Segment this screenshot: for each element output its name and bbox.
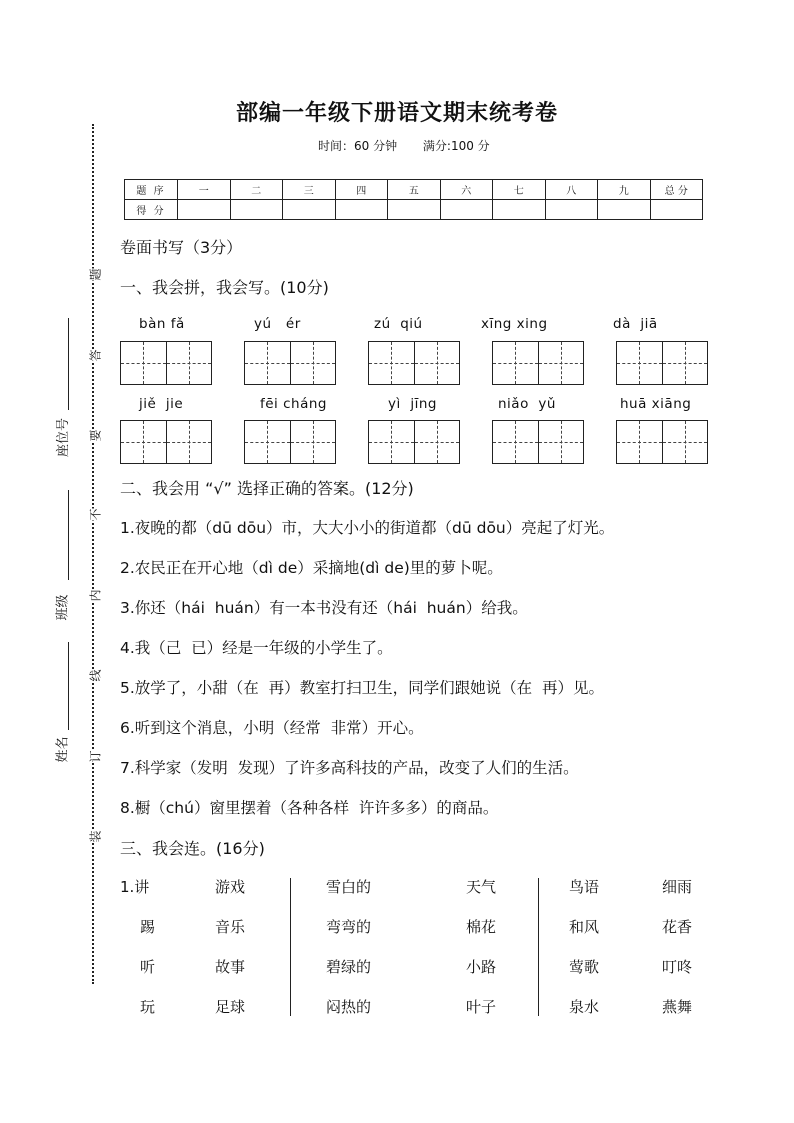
section3-title: 三、我会连。(16分) <box>120 839 265 858</box>
match-word: 1.讲 <box>120 878 150 896</box>
binding-char: 题 <box>88 268 103 281</box>
pinyin-label: zú qiú <box>374 316 423 332</box>
score-table-score-row <box>125 200 703 220</box>
time-limit: 时间：60 分钟 <box>318 139 398 153</box>
score-cell: 八 <box>545 180 598 200</box>
binding-char: 要 <box>88 429 103 442</box>
writing-box[interactable] <box>616 341 708 385</box>
match-word: 棉花 <box>466 918 497 936</box>
match-word: 弯弯的 <box>326 918 372 936</box>
column-divider <box>290 878 291 1016</box>
score-row-label: 得 分 <box>125 200 178 220</box>
pinyin-label: dà jiā <box>613 316 658 332</box>
writing-box[interactable] <box>244 341 336 385</box>
score-table-header-row <box>125 180 703 200</box>
score-cell: 一 <box>178 180 231 200</box>
match-word: 闷热的 <box>326 998 372 1016</box>
score-input-cell[interactable] <box>335 200 388 220</box>
score-input-cell[interactable] <box>440 200 493 220</box>
score-input-cell[interactable] <box>493 200 546 220</box>
score-input-cell[interactable] <box>650 200 703 220</box>
match-word: 游戏 <box>215 878 246 896</box>
writing-box[interactable] <box>244 420 336 464</box>
score-input-cell[interactable] <box>230 200 283 220</box>
question-item: 5.放学了，小甜（在 再）教室打扫卫生，同学们跟她说（在 再）见。 <box>120 679 604 697</box>
score-input-cell[interactable] <box>178 200 231 220</box>
score-input-cell[interactable] <box>283 200 336 220</box>
score-cell: 总 分 <box>650 180 703 200</box>
pinyin-label: jiě jie <box>139 396 184 412</box>
pinyin-label: yú ér <box>254 316 301 332</box>
question-item: 4.我（己 已）经是一年级的小学生了。 <box>120 639 393 657</box>
match-word: 鸟语 <box>569 878 600 896</box>
score-cell: 六 <box>440 180 493 200</box>
match-word: 泉水 <box>569 998 600 1016</box>
exam-title: 部编一年级下册语文期末统考卷 <box>235 100 558 126</box>
writing-box[interactable] <box>492 420 584 464</box>
score-cell: 四 <box>335 180 388 200</box>
binding-dotted-line <box>92 124 94 984</box>
score-cell: 二 <box>230 180 283 200</box>
match-word: 莺歌 <box>569 958 600 976</box>
match-word: 花香 <box>662 918 693 936</box>
pinyin-label: huā xiāng <box>620 396 692 412</box>
match-word: 踢 <box>140 918 156 936</box>
match-word: 听 <box>140 958 156 976</box>
question-item: 3.你还（hái huán）有一本书没有还（hái huán）给我。 <box>120 599 528 617</box>
handwriting-heading: 卷面书写（3分） <box>120 238 243 257</box>
score-cell: 七 <box>493 180 546 200</box>
match-word: 天气 <box>466 878 497 896</box>
name-fill-line[interactable] <box>68 642 69 730</box>
binding-char: 装 <box>88 830 103 843</box>
writing-box[interactable] <box>616 420 708 464</box>
match-word: 雪白的 <box>326 878 372 896</box>
full-score: 满分:100 分 <box>422 139 490 153</box>
pinyin-label: xīng xing <box>481 316 548 332</box>
match-word: 故事 <box>215 958 246 976</box>
score-table <box>124 179 703 220</box>
seat-fill-line[interactable] <box>68 318 69 410</box>
exam-meta <box>318 137 490 154</box>
pinyin-label: bàn fǎ <box>139 316 185 332</box>
match-word: 足球 <box>215 998 246 1016</box>
score-input-cell[interactable] <box>545 200 598 220</box>
question-item: 1.夜晚的都（dū dōu）市，大大小小的街道都（dū dōu）亮起了灯光。 <box>120 519 615 537</box>
match-word: 叶子 <box>466 998 497 1016</box>
binding-char: 线 <box>88 669 103 682</box>
pinyin-label: niǎo yǔ <box>498 396 556 412</box>
class-label: 班级 <box>55 594 71 621</box>
match-word: 碧绿的 <box>326 958 372 976</box>
column-divider <box>538 878 539 1016</box>
match-word: 玩 <box>140 998 156 1016</box>
binding-char: 不 <box>88 508 103 521</box>
score-cell: 五 <box>388 180 441 200</box>
question-item: 8.橱（chú）窗里摆着（各种各样 许许多多）的商品。 <box>120 799 499 817</box>
question-item: 6.听到这个消息，小明（经常 非常）开心。 <box>120 719 424 737</box>
name-label: 姓名 <box>55 736 71 763</box>
writing-box[interactable] <box>120 341 212 385</box>
seat-label: 座位号 <box>56 417 72 458</box>
binding-char: 内 <box>88 589 103 602</box>
match-word: 和风 <box>569 918 600 936</box>
match-word: 小路 <box>466 958 497 976</box>
class-fill-line[interactable] <box>68 490 69 580</box>
score-cell: 九 <box>598 180 651 200</box>
writing-box[interactable] <box>368 341 460 385</box>
section2-title: 二、我会用 “√” 选择正确的答案。(12分) <box>120 479 414 498</box>
match-word: 细雨 <box>662 878 693 896</box>
score-input-cell[interactable] <box>388 200 441 220</box>
pinyin-label: yì jīng <box>388 396 437 412</box>
score-input-cell[interactable] <box>598 200 651 220</box>
pinyin-label: fēi cháng <box>260 396 327 412</box>
section1-title: 一、我会拼，我会写。(10分) <box>120 278 329 297</box>
match-word: 音乐 <box>215 918 246 936</box>
writing-box[interactable] <box>492 341 584 385</box>
question-item: 2.农民正在开心地（dì de）采摘地(dì de)里的萝卜呢。 <box>120 559 503 577</box>
binding-char: 答 <box>88 349 103 362</box>
writing-box[interactable] <box>368 420 460 464</box>
binding-char: 订 <box>88 750 103 763</box>
question-item: 7.科学家（发明 发现）了许多高科技的产品，改变了人们的生活。 <box>120 759 579 777</box>
score-cell: 三 <box>283 180 336 200</box>
match-word: 燕舞 <box>662 998 693 1016</box>
match-word: 叮咚 <box>662 958 693 976</box>
score-cell: 题 序 <box>125 180 178 200</box>
writing-box[interactable] <box>120 420 212 464</box>
